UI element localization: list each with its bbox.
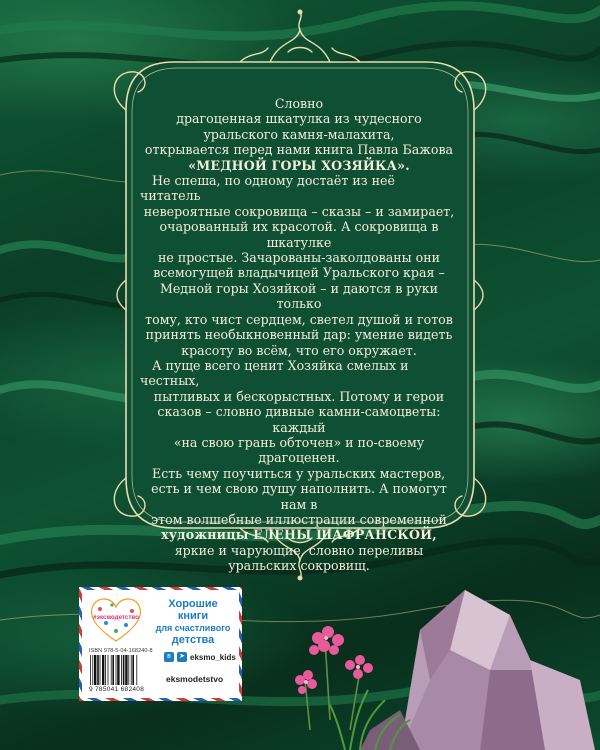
description-line: принять необыкновенный дар: умение видеть	[145, 327, 453, 343]
description-line: Медной горы Хозяйкой – и даются в руки только	[159, 280, 439, 312]
book-description	[140, 96, 458, 574]
social-handle[interactable]: eksmo_kids	[190, 652, 236, 662]
description-line: пытливых и бескорыстных. Потому и герои	[153, 388, 445, 404]
heart-tag: #эксмодетство	[93, 614, 139, 621]
telegram-icon[interactable]: ➤	[177, 652, 187, 662]
description-line: драгоценная шкатулка из чудесного	[176, 111, 422, 127]
publisher-label	[79, 587, 242, 701]
description-line: есть и чем свою душу наполнить. А помогут нам в	[151, 481, 447, 512]
description-line: уральского камня-малахита,	[203, 126, 395, 142]
description-line: всемогущей владычицей Уральского края –	[153, 265, 445, 281]
crystal-flowers-illustration	[250, 520, 600, 750]
vk-icon[interactable]: в	[164, 652, 174, 662]
description-line: «на свою грань обточен» и по-своему драгоценен.	[173, 434, 425, 466]
description-line: А пуще всего ценит Хозяйка смелых и честных,	[140, 357, 409, 389]
description-line: яркие и чарующие, словно переливы	[174, 542, 424, 558]
isbn-label: ISBN 978-5-04-168240-8	[89, 648, 153, 654]
description-line: сказов – словно дивные камни-самоцветы: каждый	[157, 404, 441, 435]
social-links	[164, 652, 236, 662]
slogan-line: для счастливого	[155, 623, 231, 633]
barcode	[89, 655, 159, 685]
slogan-line: Хорошие	[168, 598, 218, 610]
illustrator-line: художницы ЕЛЕНЫ ШАФРАНСКОЙ,	[161, 527, 437, 543]
description-line: невероятные сокровища – сказы – и замирает,	[143, 203, 455, 219]
description-line: открывается перед нами книга Павла Бажова	[144, 142, 454, 158]
description-line: Не спеша, по одному достаёт из неё читатель	[140, 173, 395, 204]
book-title: «МЕДНОЙ ГОРЫ ХОЗЯЙКА».	[188, 157, 410, 173]
description-line: очарованный их красотой. А сокровища в шкатулке	[159, 219, 439, 250]
slogan-line: книги	[177, 610, 209, 622]
isbn-number: 9 785041 682408	[89, 686, 145, 693]
slogan-line: детства	[171, 634, 215, 646]
heart-logo-icon	[88, 595, 144, 643]
description-line: уральских сокровищ.	[228, 558, 370, 574]
description-line: красоту во всём, что его окружает.	[181, 342, 417, 358]
description-line: Есть чему поучиться у уральских мастеров,	[152, 465, 446, 481]
description-line: не простые. Зачарованы-заколдованы они	[157, 250, 441, 266]
website-link[interactable]: eksmodetstvo	[166, 674, 224, 684]
description-line: тому, кто чист сердцем, светел душой и готов	[145, 311, 453, 327]
description-line: этом волшебные иллюстрации современной	[151, 511, 447, 527]
slogan	[148, 598, 238, 646]
description-line: Словно	[274, 96, 324, 111]
